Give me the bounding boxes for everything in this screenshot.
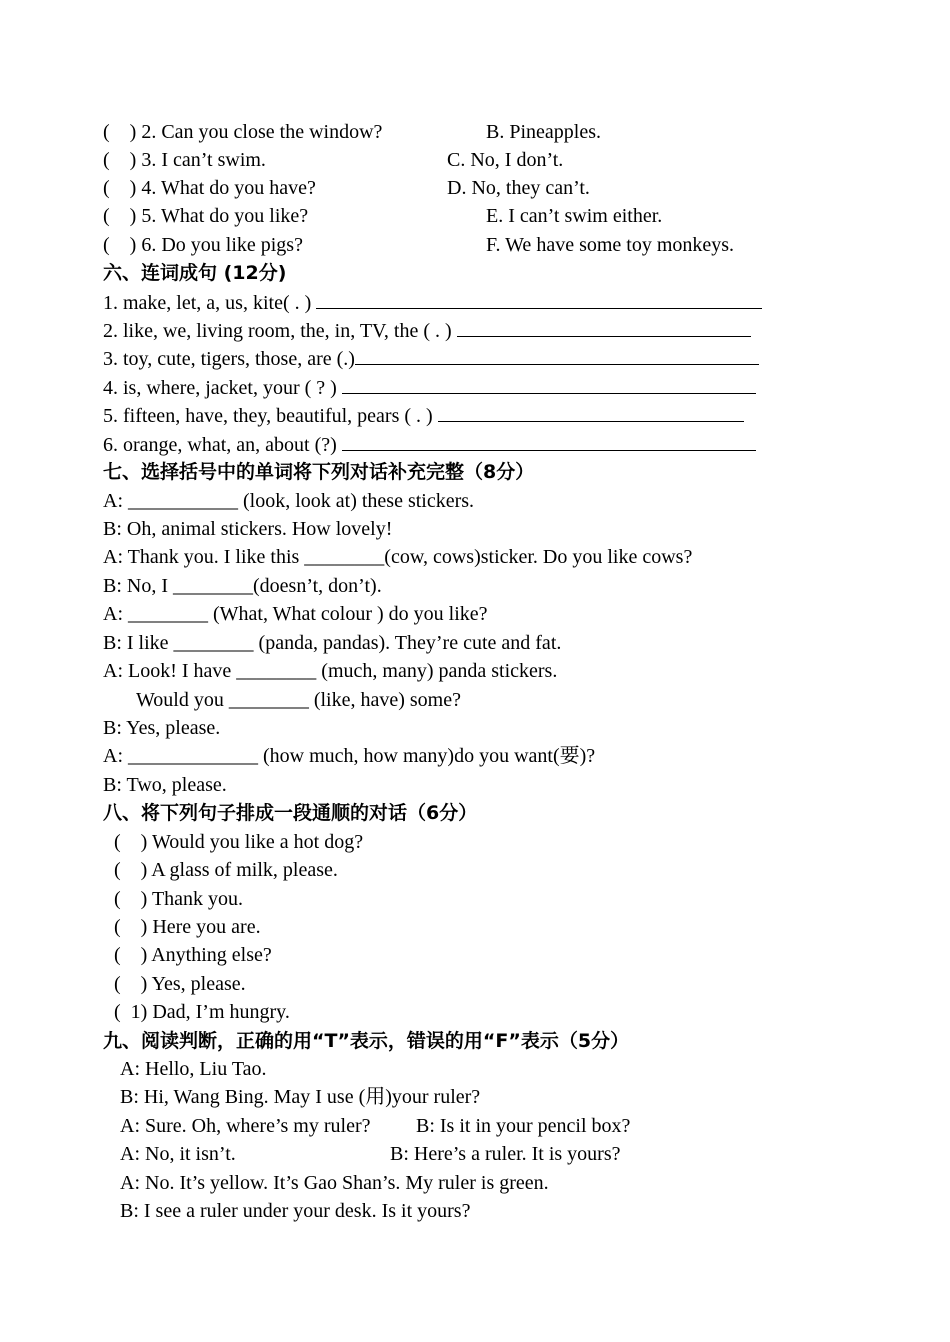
dialogue-line: A: _____________ (how much, how many)do you want(要)? — [103, 745, 596, 767]
dialogue-line: A: Look! I have ________ (much, many) panda stickers. — [103, 660, 558, 682]
matching-question: ( ) 3. I can’t swim. — [103, 149, 266, 171]
matching-question: ( ) 4. What do you have? — [103, 177, 316, 199]
ordering-item: ( 1) Dad, I’m hungry. — [114, 1001, 290, 1023]
dialogue-line: B: I like ________ (panda, pandas). They’re cute and fat. — [103, 632, 562, 654]
sentence-item: 2. like, we, living room, the, in, TV, the ( . ) — [103, 318, 751, 343]
dialogue-line: A: ________ (What, What colour ) do you like? — [103, 603, 488, 625]
answer-line[interactable] — [342, 375, 756, 394]
ordering-item: ( ) Yes, please. — [114, 973, 246, 995]
reading-line: B: Here’s a ruler. It is yours? — [390, 1143, 621, 1165]
matching-answer: D. No, they can’t. — [447, 177, 590, 199]
answer-line[interactable] — [342, 432, 756, 451]
dialogue-line: B: No, I ________(doesn’t, don’t). — [103, 575, 382, 597]
dialogue-line: B: Oh, animal stickers. How lovely! — [103, 518, 393, 540]
answer-line[interactable] — [438, 403, 744, 422]
sentence-item: 4. is, where, jacket, your ( ? ) — [103, 375, 756, 400]
sentence-item: 6. orange, what, an, about (?) — [103, 432, 756, 457]
dialogue-line: A: ___________ (look, look at) these stickers. — [103, 490, 475, 512]
matching-answer: B. Pineapples. — [486, 121, 601, 143]
answer-line[interactable] — [316, 290, 762, 309]
dialogue-line: A: Thank you. I like this ________(cow, cows)sticker. Do you like cows? — [103, 546, 693, 568]
reading-line: B: Is it in your pencil box? — [416, 1115, 631, 1137]
matching-answer: C. No, I don’t. — [447, 149, 564, 171]
ordering-item: ( ) Thank you. — [114, 888, 244, 910]
section-heading: 七、选择括号中的单词将下列对话补充完整（8分） — [103, 461, 535, 483]
reading-line: B: I see a ruler under your desk. Is it yours? — [120, 1200, 471, 1222]
answer-line[interactable] — [457, 318, 751, 337]
sentence-item: 1. make, let, a, us, kite( . ) — [103, 290, 762, 315]
reading-line: A: Sure. Oh, where’s my ruler? — [120, 1115, 371, 1137]
section-heading: 九、阅读判断，正确的用“T”表示，错误的用“F”表示（5分） — [103, 1030, 630, 1052]
dialogue-line: B: Two, please. — [103, 774, 227, 796]
dialogue-line: Would you ________ (like, have) some? — [136, 689, 461, 711]
matching-answer: F. We have some toy monkeys. — [486, 234, 735, 256]
matching-question: ( ) 5. What do you like? — [103, 205, 309, 227]
matching-question: ( ) 2. Can you close the window? — [103, 121, 383, 143]
reading-line: A: No, it isn’t. — [120, 1143, 236, 1165]
dialogue-line: B: Yes, please. — [103, 717, 221, 739]
ordering-item: ( ) Anything else? — [114, 944, 272, 966]
answer-line[interactable] — [355, 346, 759, 365]
matching-question: ( ) 6. Do you like pigs? — [103, 234, 303, 256]
reading-line: A: No. It’s yellow. It’s Gao Shan’s. My ruler is green. — [120, 1172, 549, 1194]
reading-line: A: Hello, Liu Tao. — [120, 1058, 267, 1080]
sentence-item: 3. toy, cute, tigers, those, are (.) — [103, 346, 759, 371]
ordering-item: ( ) Would you like a hot dog? — [114, 831, 364, 853]
reading-line: B: Hi, Wang Bing. May I use (用)your ruler? — [120, 1086, 481, 1108]
ordering-item: ( ) Here you are. — [114, 916, 261, 938]
section-heading: 八、将下列句子排成一段通顺的对话（6分） — [103, 802, 478, 824]
matching-answer: E. I can’t swim either. — [486, 205, 663, 227]
sentence-item: 5. fifteen, have, they, beautiful, pears ( . ) — [103, 403, 744, 428]
section-heading: 六、连词成句 (12分) — [103, 262, 287, 284]
ordering-item: ( ) A glass of milk, please. — [114, 859, 338, 881]
